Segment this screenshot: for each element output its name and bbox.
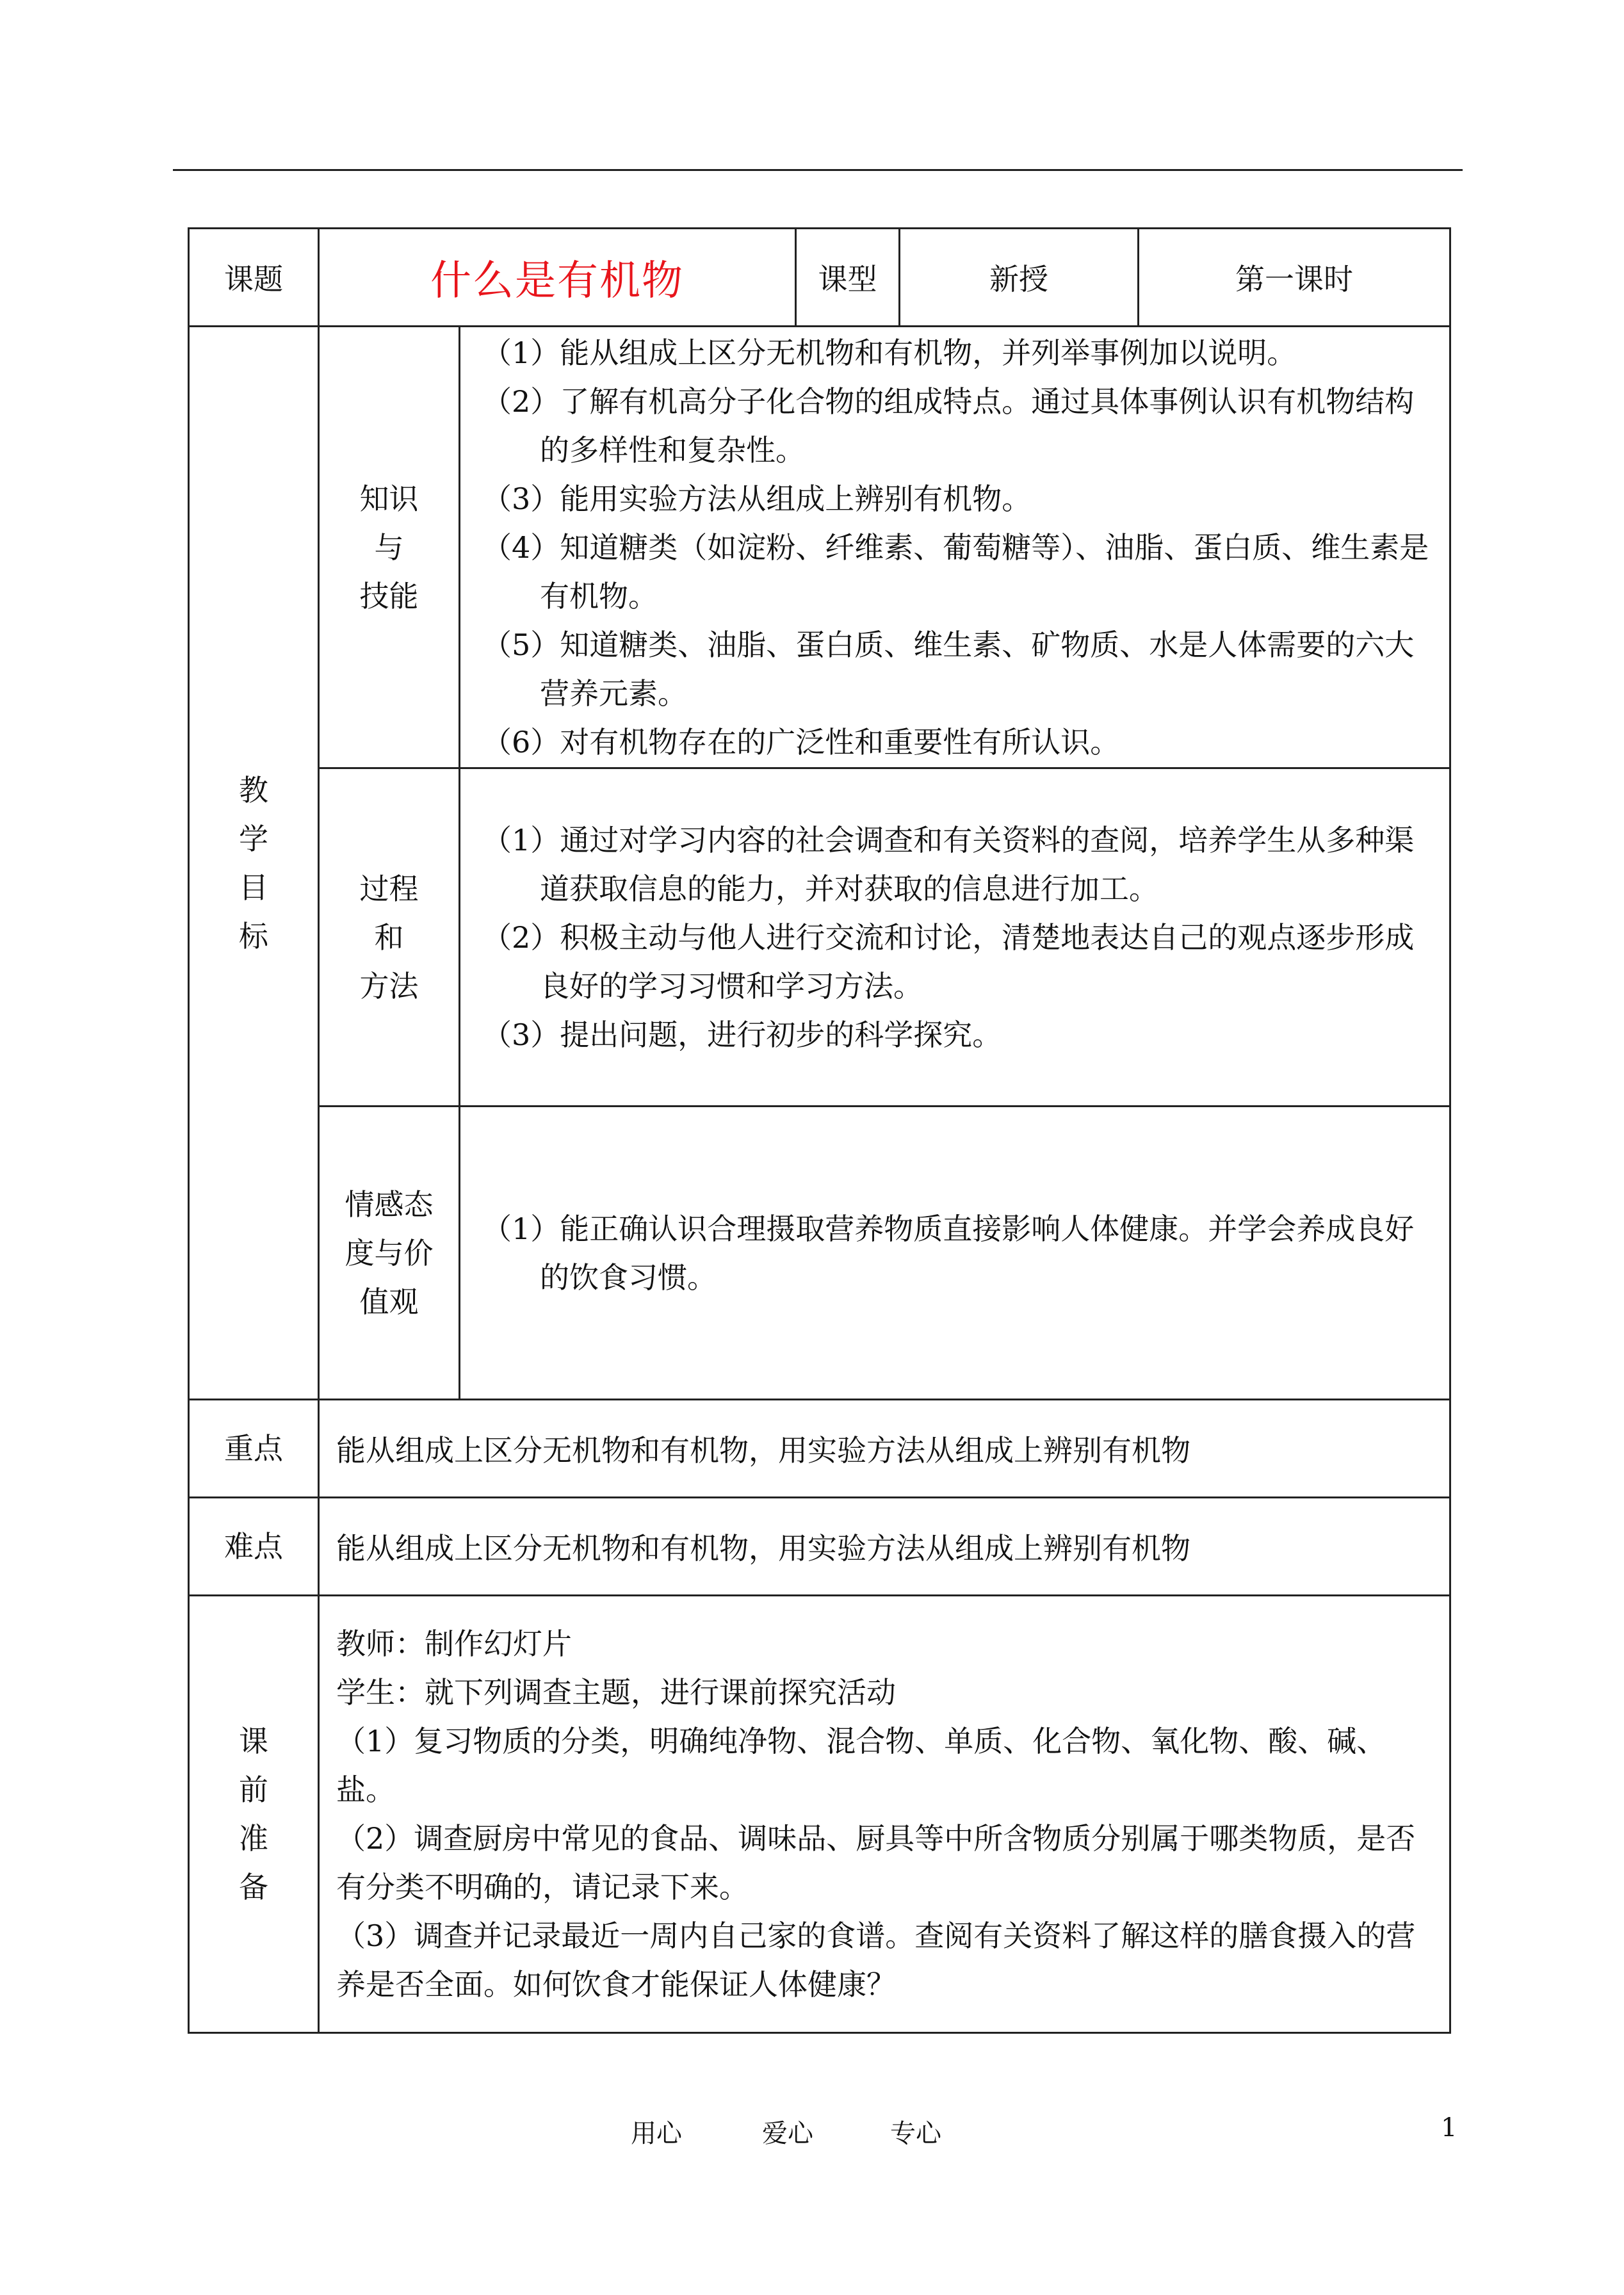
preparation-content (319, 1596, 1450, 2033)
preparation-label: 课 前 准 备 (189, 1596, 319, 2033)
topic-label: 课题 (189, 229, 319, 327)
emotion-label: 情感态 度与价 值观 (319, 1107, 460, 1400)
prep-line: （3）调查并记录最近一周内自己家的食谱。查阅有关资料了解这样的膳食摄入的营养是否全面。如何饮食才能保证人体健康？ (336, 1918, 1416, 2002)
footer-motto-2: 爱心 (762, 2119, 813, 2148)
emotion-content (460, 1107, 1450, 1400)
list-item: （3）能用实验方法从组成上辨别有机物。 (482, 481, 1032, 516)
list-item: （6）对有机物存在的广泛性和重要性有所认识。 (482, 724, 1120, 759)
header-rule (173, 169, 1463, 171)
difficulty-text: 能从组成上区分无机物和有机物，用实验方法从组成上辨别有机物 (319, 1498, 1450, 1596)
type-value: 新授 (900, 229, 1139, 327)
period-value: 第一课时 (1139, 229, 1450, 327)
objectives-label: 教 学 目 标 (189, 327, 319, 1400)
process-label: 过程 和 方法 (319, 768, 460, 1107)
knowledge-label: 知识 与 技能 (319, 327, 460, 768)
list-item: （4）知道糖类（如淀粉、纤维素、葡萄糖等）、油脂、蛋白质、维生素是有机物。 (482, 530, 1429, 613)
list-item: （1）通过对学习内容的社会调查和有关资料的查阅，培养学生从多种渠道获取信息的能力，并对获取的信息进行加工。 (482, 822, 1415, 906)
process-row (189, 768, 1450, 1107)
type-label: 课型 (796, 229, 900, 327)
list-item: （1）能正确认识合理摄取营养物质直接影响人体健康。并学会养成良好的饮食习惯。 (482, 1211, 1415, 1295)
list-item: （5）知道糖类、油脂、蛋白质、维生素、矿物质、水是人体需要的六大营养元素。 (482, 627, 1415, 711)
key-point-row (189, 1400, 1450, 1498)
list-item: （3）提出问题，进行初步的科学探究。 (482, 1017, 1002, 1052)
list-item: （2）了解有机高分子化合物的组成特点。通过具体事例认识有机物结构的多样性和复杂性。 (482, 384, 1415, 467)
footer-motto-3: 专心 (890, 2119, 941, 2148)
lesson-title: 什么是有机物 (319, 229, 796, 327)
knowledge-content (460, 327, 1450, 768)
prep-line: （2）调查厨房中常见的食品、调味品、厨具等中所含物质分别属于哪类物质，是否有分类不明确的，请记录下来。 (336, 1821, 1416, 1904)
key-point-text: 能从组成上区分无机物和有机物，用实验方法从组成上辨别有机物 (319, 1400, 1450, 1498)
list-item: （2）积极主动与他人进行交流和讨论，清楚地表达自己的观点逐步形成良好的学习习惯和学习方法。 (482, 920, 1415, 1003)
lesson-plan-table (188, 227, 1451, 2034)
process-content (460, 768, 1450, 1107)
difficulty-label: 难点 (189, 1498, 319, 1596)
key-point-label: 重点 (189, 1400, 319, 1498)
prep-line: （1）复习物质的分类，明确纯净物、混合物、单质、化合物、氧化物、酸、碱、盐。 (336, 1724, 1386, 1807)
prep-line: 学生：就下列调查主题，进行课前探究活动 (336, 1675, 896, 1710)
header-row (189, 229, 1450, 327)
list-item: （1）能从组成上区分无机物和有机物，并列举事例加以说明。 (482, 335, 1297, 370)
difficulty-row (189, 1498, 1450, 1596)
page-number: 1 (1441, 2113, 1458, 2143)
footer-motto-1: 用心 (631, 2119, 682, 2148)
emotion-row (189, 1107, 1450, 1400)
knowledge-row (189, 327, 1450, 768)
preparation-row (189, 1596, 1450, 2033)
prep-line: 教师：制作幻灯片 (336, 1626, 572, 1661)
